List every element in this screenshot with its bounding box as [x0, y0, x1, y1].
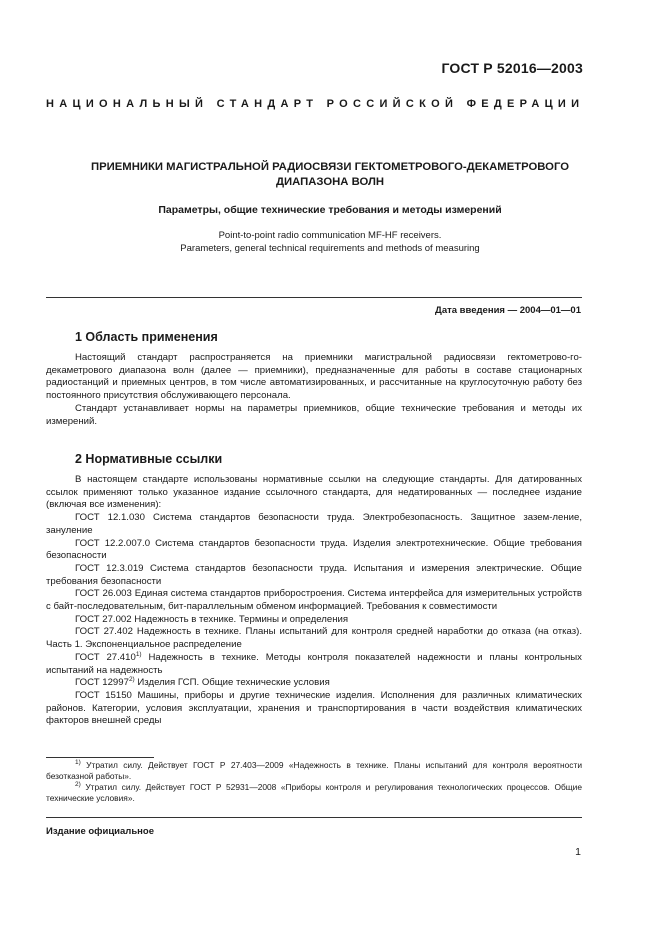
english-title-line-2: Parameters, general technical requirements and methods of measuring [180, 243, 480, 254]
footnote-text: Утратил силу. Действует ГОСТ Р 52931—2008 «Приборы контроля и регулирования технологических процессов. Общие технические условия». [46, 782, 582, 803]
english-title [60, 229, 600, 255]
footnotes [46, 760, 582, 804]
footnote-mark: 2) [75, 781, 81, 789]
section-normative-references [46, 452, 582, 728]
national-standard-heading: НАЦИОНАЛЬНЫЙ СТАНДАРТ РОССИЙСКОЙ ФЕДЕРАЦИИ [46, 98, 585, 110]
reference-item [46, 652, 582, 677]
footnote-mark: 2) [128, 676, 135, 684]
reference-item: ГОСТ 27.002 Надежность в технике. Термины и определения [75, 613, 349, 625]
footer-divider [46, 817, 582, 818]
footnote-divider [46, 757, 154, 758]
footnote-mark: 1) [75, 759, 81, 767]
reference-item: ГОСТ 12.3.019 Система стандартов безопасности труда. Испытания и измерения электрические. Общие требования безопасности [46, 562, 582, 587]
paragraph: Настоящий стандарт распространяется на приемники магистральной радиосвязи гектометрово-го-декаметрового диапазона волн (далее — приемники), предназначенные для работы в составе стационарных радиостанций и приемных центров, в том числе автоматизированных, и рассчитанные на круглосуточную работу без постоянного присутствия обслуживающего персонала. [46, 352, 582, 402]
document-subtitle: Параметры, общие технические требования и методы измерений [158, 204, 502, 216]
english-title-line-1: Point-to-point radio communication MF-HF receivers. [218, 230, 442, 241]
footnote-mark: 1) [135, 650, 142, 658]
title-divider [46, 297, 582, 298]
reference-code: ГОСТ 27.410 [75, 651, 136, 663]
document-title: ПРИЕМНИКИ МАГИСТРАЛЬНОЙ РАДИОСВЯЗИ ГЕКТОМЕТРОВОГО-ДЕКАМЕТРОВОГО ДИАПАЗОНА ВОЛН [90, 161, 570, 188]
reference-item: ГОСТ 27.402 Надежность в технике. Планы испытаний для контроля средней наработки до отказа (на отказ). Часть 1. Экспоненциальное распределение [46, 626, 582, 651]
reference-item: ГОСТ 15150 Машины, приборы и другие технические изделия. Исполнения для различных климатических районов. Категории, условия эксплуатации, хранения и транспортирования в части воздействия климатических факторов внешней среды [46, 689, 582, 727]
reference-item [46, 677, 582, 690]
section-heading: 1 Область применения [75, 330, 218, 344]
reference-item: ГОСТ 12.1.030 Система стандартов безопасности труда. Электробезопасность. Защитное зазем-ление, зануление [46, 512, 582, 536]
reference-text: Надежность в технике. Методы контроля показателей надежности и планы контрольных испытаний на надежность [46, 651, 582, 676]
reference-text: Изделия ГСП. Общие технические условия [134, 677, 330, 689]
edition-label: Издание официальное [46, 826, 154, 837]
reference-item: ГОСТ 12.2.007.0 Система стандартов безопасности труда. Изделия электротехнические. Общие требования безопасности [46, 537, 582, 562]
section-scope [46, 330, 582, 428]
document-code: ГОСТ Р 52016—2003 [441, 60, 583, 76]
paragraph: Стандарт устанавливает нормы на параметры приемников, общие технические требования и методы их измерений. [46, 402, 582, 427]
page-number: 1 [575, 846, 581, 858]
section-heading: 2 Нормативные ссылки [75, 452, 223, 466]
footnote [46, 782, 582, 804]
introduction-date: Дата введения — 2004—01—01 [435, 305, 581, 316]
paragraph: В настоящем стандарте использованы нормативные ссылки на следующие стандарты. Для датированных ссылок применяют только указанное издание ссылочного стандарта, для недатированных — последнее издание (включая все изменения): [46, 474, 582, 511]
footnote [46, 760, 582, 782]
reference-code: ГОСТ 12997 [75, 677, 129, 689]
reference-item: ГОСТ 26.003 Единая система стандартов приборостроения. Система интерфейса для измерительных устройств с байт-последовательным, бит-параллельным обменом информацией. Требования к совместимости [46, 588, 582, 613]
footnote-text: Утратил силу. Действует ГОСТ Р 27.403—2009 «Надежность в технике. Планы испытаний для контроля вероятности безотказной работы». [46, 760, 582, 781]
